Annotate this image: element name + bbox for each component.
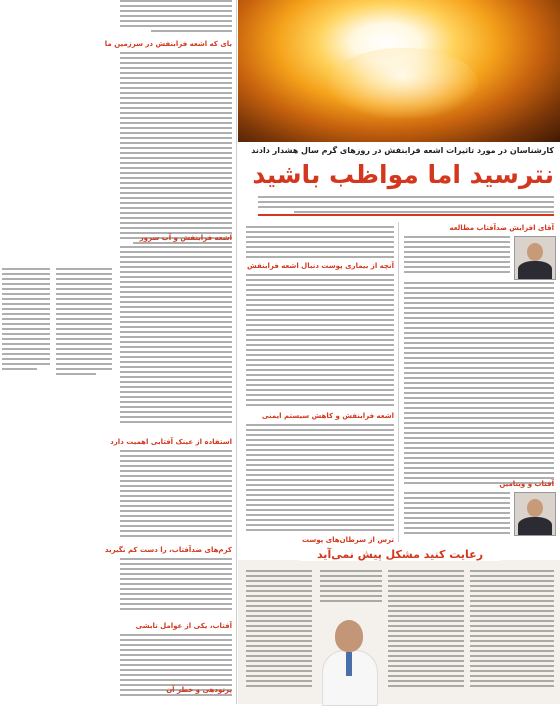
column-middle-body-1 (246, 226, 394, 261)
column-middle-body-3 (246, 424, 394, 534)
author-photo-1 (514, 236, 556, 280)
column-divider (236, 0, 237, 704)
section-head-11: ترس از سرطان‌های پوست (301, 536, 394, 544)
author-photo-2 (514, 492, 556, 536)
column-middle-body-2 (246, 274, 394, 409)
tips-col-1 (246, 570, 312, 690)
section-head-6: آنچه از بیماری پوست دنبال اشعه فرابنفش (247, 262, 394, 270)
tips-col-3 (388, 570, 464, 690)
margin-note-2 (56, 268, 112, 378)
article-headline: نترسید اما مواظب باشید (252, 160, 554, 189)
section-head-3: استفاده از عینک آفتابی اهمیت دارد (110, 438, 232, 446)
column-right-body-1 (404, 236, 510, 276)
margin-note (2, 268, 50, 373)
tips-col-2 (320, 570, 382, 605)
section-head-1: بای که اشعه فرابنفش در سرزمین ما (104, 40, 232, 48)
section-head-10: پرتودهی و خطر آن (166, 686, 232, 694)
section-head-7: اشعه فرابنفش و کاهش سیستم ایمنی (261, 412, 394, 420)
column-far-left-top (120, 0, 232, 35)
article-lead (258, 196, 554, 216)
column-right-body-3 (404, 492, 510, 537)
column-far-left-body-4 (120, 558, 232, 613)
section-head-5: آفتاب، یکی از عوامل تابشی (135, 622, 232, 630)
section-head-4: کرم‌های ضدآفتاب، را دست کم نگیرید (104, 546, 232, 554)
doctor-photo (320, 616, 378, 704)
column-far-left-body-3 (120, 450, 232, 540)
section-head-9: آفتاب و ویتامین (499, 480, 554, 488)
section-head-2: اشعه فرابنفش و آب سرور (139, 234, 232, 242)
inner-column-divider (398, 222, 399, 542)
column-right-body-2 (404, 282, 554, 487)
hero-hand-glow (328, 48, 478, 118)
section-head-8: آقای افزایش ضدآفتاب مطالعه (449, 224, 554, 232)
column-far-left-body-2 (120, 246, 232, 426)
tips-col-4 (470, 570, 554, 690)
article-kicker: کارشناسان در مورد تاثیرات اشعه فرابنفش در روزهای گرم سال هشدار دادند (251, 146, 554, 155)
tips-box-title: رعایت کنید مشکل پیش نمی‌آید (300, 548, 500, 561)
column-far-left-body-1 (120, 52, 232, 247)
headline-rule (258, 214, 554, 216)
hero-image (238, 0, 560, 142)
